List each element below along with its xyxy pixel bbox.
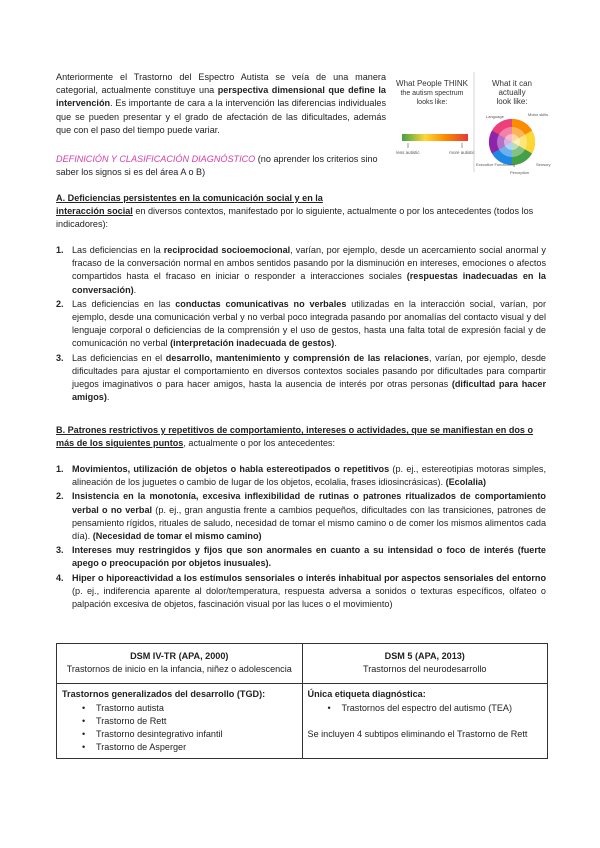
unique-label-heading: Única etiqueta diagnóstica:: [307, 689, 426, 700]
section-b-rest: , actualmente o por los antecedentes:: [183, 438, 336, 449]
list-item: • Trastorno de Rett: [96, 715, 297, 728]
table-row: [57, 684, 548, 759]
section-a-title-1: A. Deficiencias persistentes en la comunicación social y en la: [56, 193, 323, 203]
dsm5-header: [302, 644, 548, 684]
list-item: • Trastorno desintegrativo infantil: [96, 728, 297, 741]
item-number: 1.: [56, 245, 64, 255]
section-b-heading: [56, 424, 546, 450]
item-text: .: [133, 284, 137, 295]
label-perception: Perception: [510, 170, 530, 175]
item-number: 3.: [56, 352, 64, 363]
tgd-heading: Trastornos generalizados del desarrollo (TGD):: [62, 689, 266, 700]
dsm4-cell: [57, 684, 303, 759]
list-item: • Trastornos del espectro del autismo (TEA): [342, 702, 543, 715]
list-item: [56, 490, 546, 543]
section-a-heading: [56, 192, 546, 232]
illus-right-title-3: look like:: [496, 97, 528, 106]
section-a-title-2: interacción social: [56, 206, 133, 217]
item-number: 2.: [56, 491, 64, 502]
spectrum-wheel: [489, 119, 535, 165]
label-executive: Executive Functioning: [476, 162, 516, 167]
item-text: .: [106, 392, 110, 403]
definition-line: [56, 153, 386, 179]
intro-text: Anteriormente el Trastorno del Espectro Autista se veía de una manera categorial, actualmente constituye una: [56, 72, 386, 96]
dsm-comparison-table: [56, 643, 548, 759]
dsm4-subtitle: Trastornos de inicio en la infancia, niñez o adolescencia: [66, 664, 292, 675]
item-number: 2.: [56, 298, 64, 309]
item-text: Las deficiencias en las: [72, 298, 176, 309]
definition-title: DEFINICIÓN Y CLASIFICACIÓN DIAGNÓSTICO: [56, 154, 256, 164]
item-number: 4.: [56, 572, 64, 583]
item-text: Las deficiencias en la: [72, 245, 164, 255]
item-text: utilizadas en la interacción social, varían, por ejemplo, desde una comunicación verbal y no verbal poco integrada pasando por anomalías del contacto visual y del lenguaje corporal o deficiencias de la comprensión y el uso de gestos, hasta una falta total de expresión facial y de comunicación no verbal: [72, 298, 546, 349]
label-language: Language: [486, 114, 504, 119]
item-bold: (Necesidad de tomar el mismo camino): [92, 531, 262, 542]
item-bold: (respuestas inadecuadas en la conversación): [72, 271, 546, 295]
less-autistic-label: less autistic: [396, 150, 420, 155]
illus-left-title-1: What People THINK: [396, 79, 468, 88]
item-text: (p. ej., indiferencia aparente al dolor/temperatura, respuesta adversa a sonidos o texturas específicos, olfateo o palpación excesiva de objetos, fascinación visual por las luces o el movimiento): [72, 585, 546, 610]
item-bold: Movimientos, utilización de objetos o habla estereotipados o repetitivos: [72, 464, 390, 474]
subtypes-note: Se incluyen 4 subtipos eliminando el Trastorno de Rett: [307, 728, 528, 739]
definition-note: (no aprender los criterios sino saber los signos si es del área A o B): [56, 154, 378, 178]
list-item: [56, 572, 546, 612]
intro-bold: perspectiva dimensional que define la intervención: [56, 85, 386, 109]
list-item: [56, 352, 546, 405]
item-bold: Intereses muy restringidos y fijos que son anormales en cuanto a su intensidad o foco de interés (fuerte apego o preocupación por objetos inusuales).: [72, 545, 546, 569]
label-motor: Motor skills: [528, 112, 549, 117]
illus-right-title-2: actually: [498, 88, 526, 97]
item-bold: (interpretación inadecuada de gestos): [170, 338, 335, 349]
tea-list: [308, 702, 543, 715]
dsm5-subtitle: Trastornos del neurodesarrollo: [362, 664, 487, 675]
item-bold: Hiper o hiporeactividad a los estímulos sensoriales o interés inhabitual por aspectos sensoriales del entorno: [72, 572, 546, 583]
illus-right-title-1: What it can: [491, 79, 533, 88]
item-bold: desarrollo, mantenimiento y comprensión de las relaciones: [165, 352, 429, 363]
illus-left-title-3: looks like:: [416, 99, 448, 106]
list-item: [56, 298, 546, 351]
section-a-rest: en diversos contextos, manifestado por lo siguiente, actualmente o por los antecedentes (todos los indicadores):: [56, 206, 534, 230]
item-number: 3.: [56, 545, 64, 556]
more-autistic-label: more autistic: [449, 150, 475, 155]
illus-left-title-2: the autism spectrum: [400, 90, 464, 97]
list-item: [56, 463, 546, 489]
list-item: [56, 544, 546, 570]
tgd-list: [62, 702, 297, 755]
item-bold: (Ecolalia): [445, 477, 486, 488]
item-text: .: [334, 338, 337, 349]
section-b-title: B. Patrones restrictivos y repetitivos de comportamiento, intereses o actividades, que se manifiestan en dos o más de los siguientes puntos: [56, 425, 534, 449]
list-item: • Trastorno autista: [96, 702, 297, 715]
item-text: Las deficiencias en el: [72, 352, 166, 363]
item-bold: reciprocidad socioemocional: [163, 245, 291, 255]
dsm5-cell: [302, 684, 548, 759]
label-sensory: Sensory: [536, 162, 551, 167]
item-bold: Insistencia en la monotonía, excesiva inflexibilidad de rutinas o patrones ritualizados de comportamiento verbal o no verbal: [72, 491, 546, 515]
spectrum-bar: [402, 134, 468, 141]
list-item: [56, 244, 546, 297]
item-bold: (dificultad para hacer amigos): [72, 379, 546, 403]
item-text: , varían, por ejemplo, desde un acercamiento social anormal y fracaso de la conversación normal en ambos sentidos pasando por la disminución en intereses, emociones o afectos compartidos hasta el fracaso en iniciar o responder a interacciones sociales: [72, 245, 546, 282]
table-header-row: [57, 644, 548, 684]
item-text: (p. ej., estereotipias motoras simples, alineación de los juguetes o cambio de lugar de los objetos, ecolalia, frases idiosincrásicas).: [72, 464, 546, 488]
section-b-list: [56, 463, 546, 612]
dsm4-title: DSM IV-TR (APA, 2000): [130, 651, 229, 661]
list-item: • Trastorno de Asperger: [96, 741, 297, 754]
intro-paragraph: [56, 71, 386, 137]
dsm5-title: DSM 5 (APA, 2013): [384, 651, 465, 661]
item-text: , varían, por ejemplo, desde dificultades para ajustar el comportamiento en diversos contextos sociales pasando por dificultades para compartir juegos imaginativos o para hacer amigos, hasta la ausencia de interés por otras personas: [72, 352, 546, 390]
autism-spectrum-illustration: [396, 72, 551, 192]
section-a-list: [56, 244, 546, 405]
dsm4-header: [57, 644, 303, 684]
item-bold: conductas comunicativas no verbales: [175, 298, 347, 309]
item-number: 1.: [56, 464, 64, 474]
intro-text-end: . Es importante de cara a la intervención las diferencias individuales que se pueden presentar y el grado de afectación de las dificultades, además que con el paso del tiempo puede variar.: [56, 98, 386, 135]
item-text: (p. ej., gran angustia frente a cambios pequeños, dificultades con las transiciones, patrones de pensamiento rígidos, rituales de saludo, necesidad de tomar el mismo camino o de comer los mismos alimentos cada día).: [72, 504, 546, 542]
